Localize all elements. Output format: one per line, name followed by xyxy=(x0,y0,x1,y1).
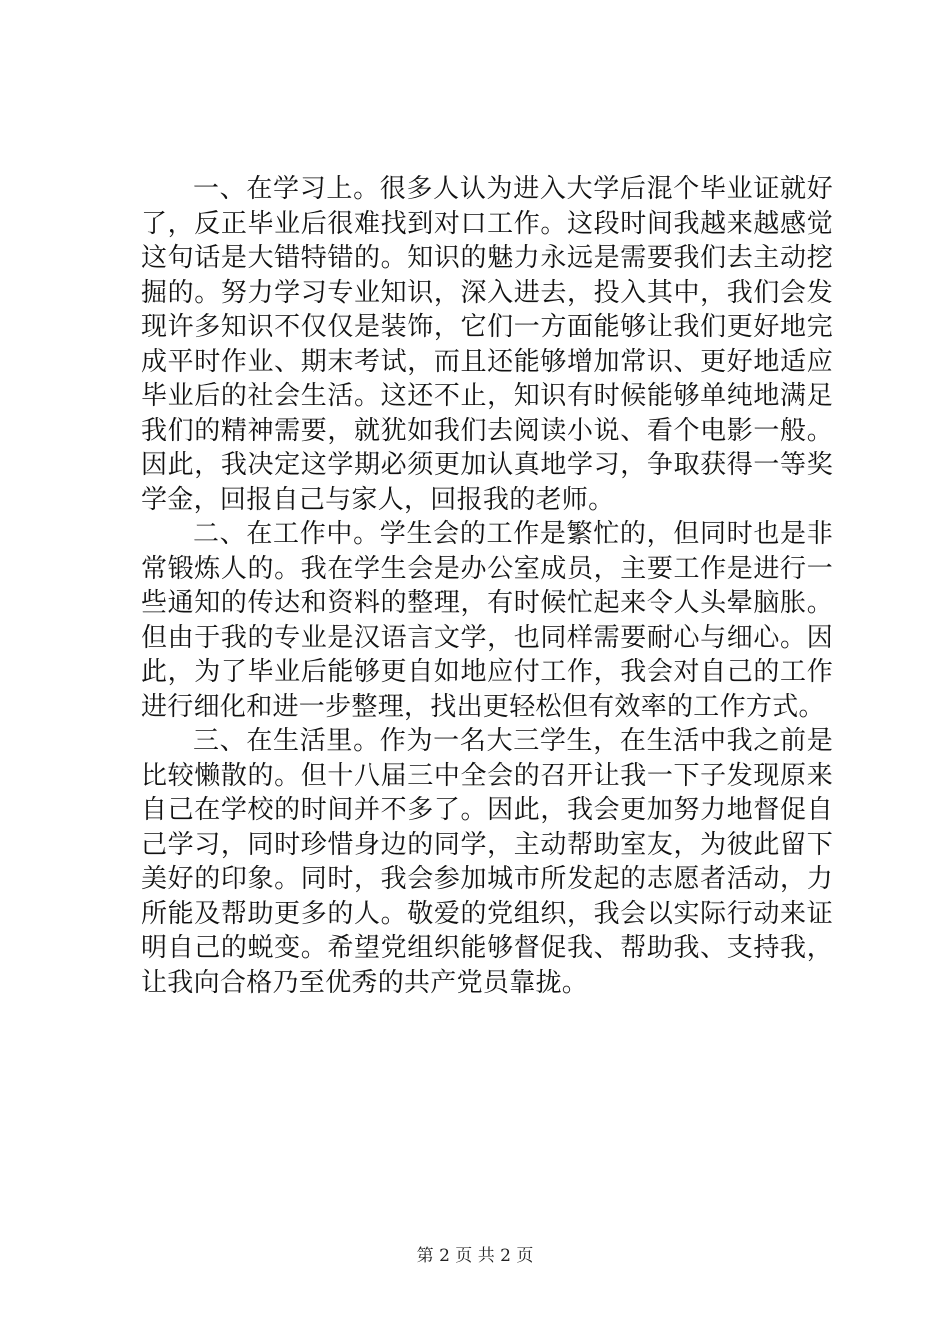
document-body xyxy=(141,172,833,1000)
paragraph-life: 三、在生活里。作为一名大三学生，在生活中我之前是比较懒散的。但十八届三中全会的召开让我一下子发现原来自己在学校的时间并不多了。因此，我会更加努力地督促自己学习，同时珍惜身边的同学，主动帮助室友，为彼此留下美好的印象。同时，我会参加城市所发起的志愿者活动，力所能及帮助更多的人。敬爱的党组织，我会以实际行动来证明自己的蜕变。希望党组织能够督促我、帮助我、支持我，让我向合格乃至优秀的共产党员靠拢。 xyxy=(141,726,833,998)
paragraph-study: 一、在学习上。很多人认为进入大学后混个毕业证就好了，反正毕业后很难找到对口工作。这段时间我越来越感觉这句话是大错特错的。知识的魅力永远是需要我们去主动挖掘的。努力学习专业知识，深入进去，投入其中，我们会发现许多知识不仅仅是装饰，它们一方面能够让我们更好地完成平时作业、期末考试，而且还能够增加常识、更好地适应毕业后的社会生活。这还不止，知识有时候能够单纯地满足我们的精神需要，就犹如我们去阅读小说、看个电影一般。因此，我决定这学期必须更加认真地学习，争取获得一等奖学金，回报自己与家人，回报我的老师。 xyxy=(141,174,833,515)
paragraph-work: 二、在工作中。学生会的工作是繁忙的，但同时也是非常锻炼人的。我在学生会是办公室成员，主要工作是进行一些通知的传达和资料的整理，有时候忙起来令人头晕脑胀。但由于我的专业是汉语言文学，也同样需要耐心与细心。因此，为了毕业后能够更自如地应付工作，我会对自己的工作进行细化和进一步整理，找出更轻松但有效率的工作方式。 xyxy=(141,519,833,722)
page-footer: 第 2 页 共 2 页 xyxy=(416,1246,534,1266)
